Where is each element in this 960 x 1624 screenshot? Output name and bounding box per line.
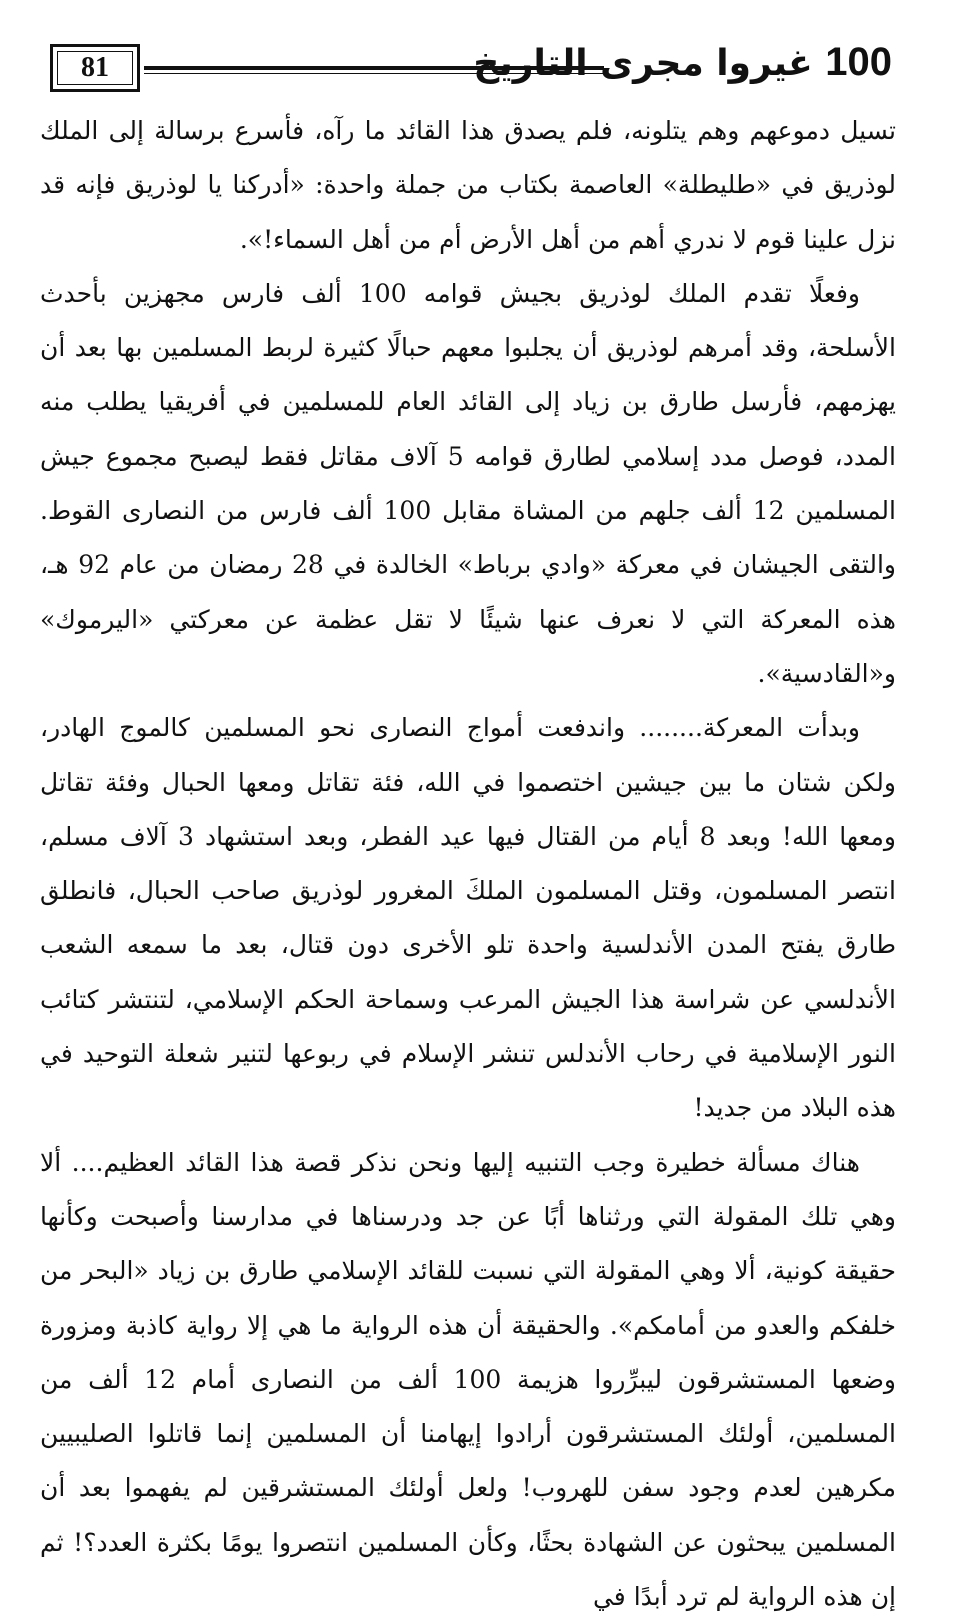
- paragraph-2: وفعلًا تقدم الملك لوذريق بجيش قوامه 100 ألف فارس مجهزين بأحدث الأسلحة، وقد أمرهم لوذريق أن يجلبوا معهم حبالًا كثيرة لربط المسلمين بها بعد أن يهزمهم، فأرسل طارق بن زياد إلى القائد العام للمسلمين في أفريقيا يطلب منه المدد، فوصل مدد إسلامي لطارق قوامه 5 آلاف مقاتل فقط ليصبح مجموع جيش المسلمين 12 ألف جلهم من المشاة مقابل 100 ألف فارس من النصارى القوط. والتقى الجيشان في معركة «وادي برباط» الخالدة في 28 رمضان من عام 92 هـ، هذه المعركة التي لا نعرف عنها شيئًا لا تقل عظمة عن معركتي «اليرموك» و«القادسية».: [40, 278, 896, 688]
- running-title: [473, 40, 892, 85]
- paragraph-1: تسيل دموعهم وهم يتلونه، فلم يصدق هذا القائد ما رآه، فأسرع برسالة إلى الملك لوذريق في «طليطلة» العاصمة بكتاب من جملة واحدة: «أدركنا يا لوذريق فإنه قد نزل علينا قوم لا ندري أهم من أهل الأرض أم من أهل السماء!».: [40, 116, 896, 254]
- page-header: [40, 40, 892, 100]
- page-number-box: [50, 44, 140, 92]
- paragraph-3: وبدأت المعركة........ واندفعت أمواج النصارى نحو المسلمين كالموج الهادر، ولكن شتان ما بين جيشين اختصموا في الله، فئة تقاتل ومعها الحبال وفئة تقاتل ومعها الله! وبعد 8 أيام من القتال فيها عيد الفطر، وبعد استشهاد 3 آلاف مسلم، انتصر المسلمون، وقتل المسلمون الملكَ المغرور لوذريق صاحب الحبال، فانطلق طارق يفتح المدن الأندلسية واحدة تلو الأخرى دون قتال، بعد ما سمعه الشعب الأندلسي عن شراسة هذا الجيش المرعب وسماحة الحكم الإسلامي، لتنتشر كتائب النور الإسلامية في رحاب الأندلس تنشر الإسلام في ربوعها لتنير شعلة التوحيد في هذه البلاد من جديد!: [40, 713, 896, 1123]
- page-number: 81: [81, 52, 109, 83]
- body-text: [40, 104, 896, 1624]
- paragraph-4: هناك مسألة خطيرة وجب التنبيه إليها ونحن نذكر قصة هذا القائد العظيم.... ألا وهي تلك المقولة التي ورثناها أبًا عن جد ودرسناها في مدارسنا وأصبحت وكأنها حقيقة كونية، ألا وهي المقولة التي نسبت للقائد الإسلامي طارق بن زياد «البحر من خلفكم والعدو من أمامكم». والحقيقة أن هذه الرواية ما هي إلا رواية كاذبة ومزورة وضعها المستشرقون ليبرِّروا هزيمة 100 ألف من النصارى أمام 12 ألف من المسلمين، أولئك المستشرقون أرادوا إيهامنا أن المسلمين إنما قاتلوا الصليبيين مكرهين لعدم وجود سفن للهروب! ولعل أولئك المستشرقين لم يفهموا بعد أن المسلمين يبحثون عن الشهادة بحثًا، وكأن المسلمين انتصروا يومًا بكثرة العدد؟! ثم إن هذه الرواية لم ترد أبدًا في: [40, 1147, 896, 1612]
- running-title-number: 100: [825, 40, 892, 84]
- running-title-text: غيروا مجرى التاريخ: [473, 43, 813, 84]
